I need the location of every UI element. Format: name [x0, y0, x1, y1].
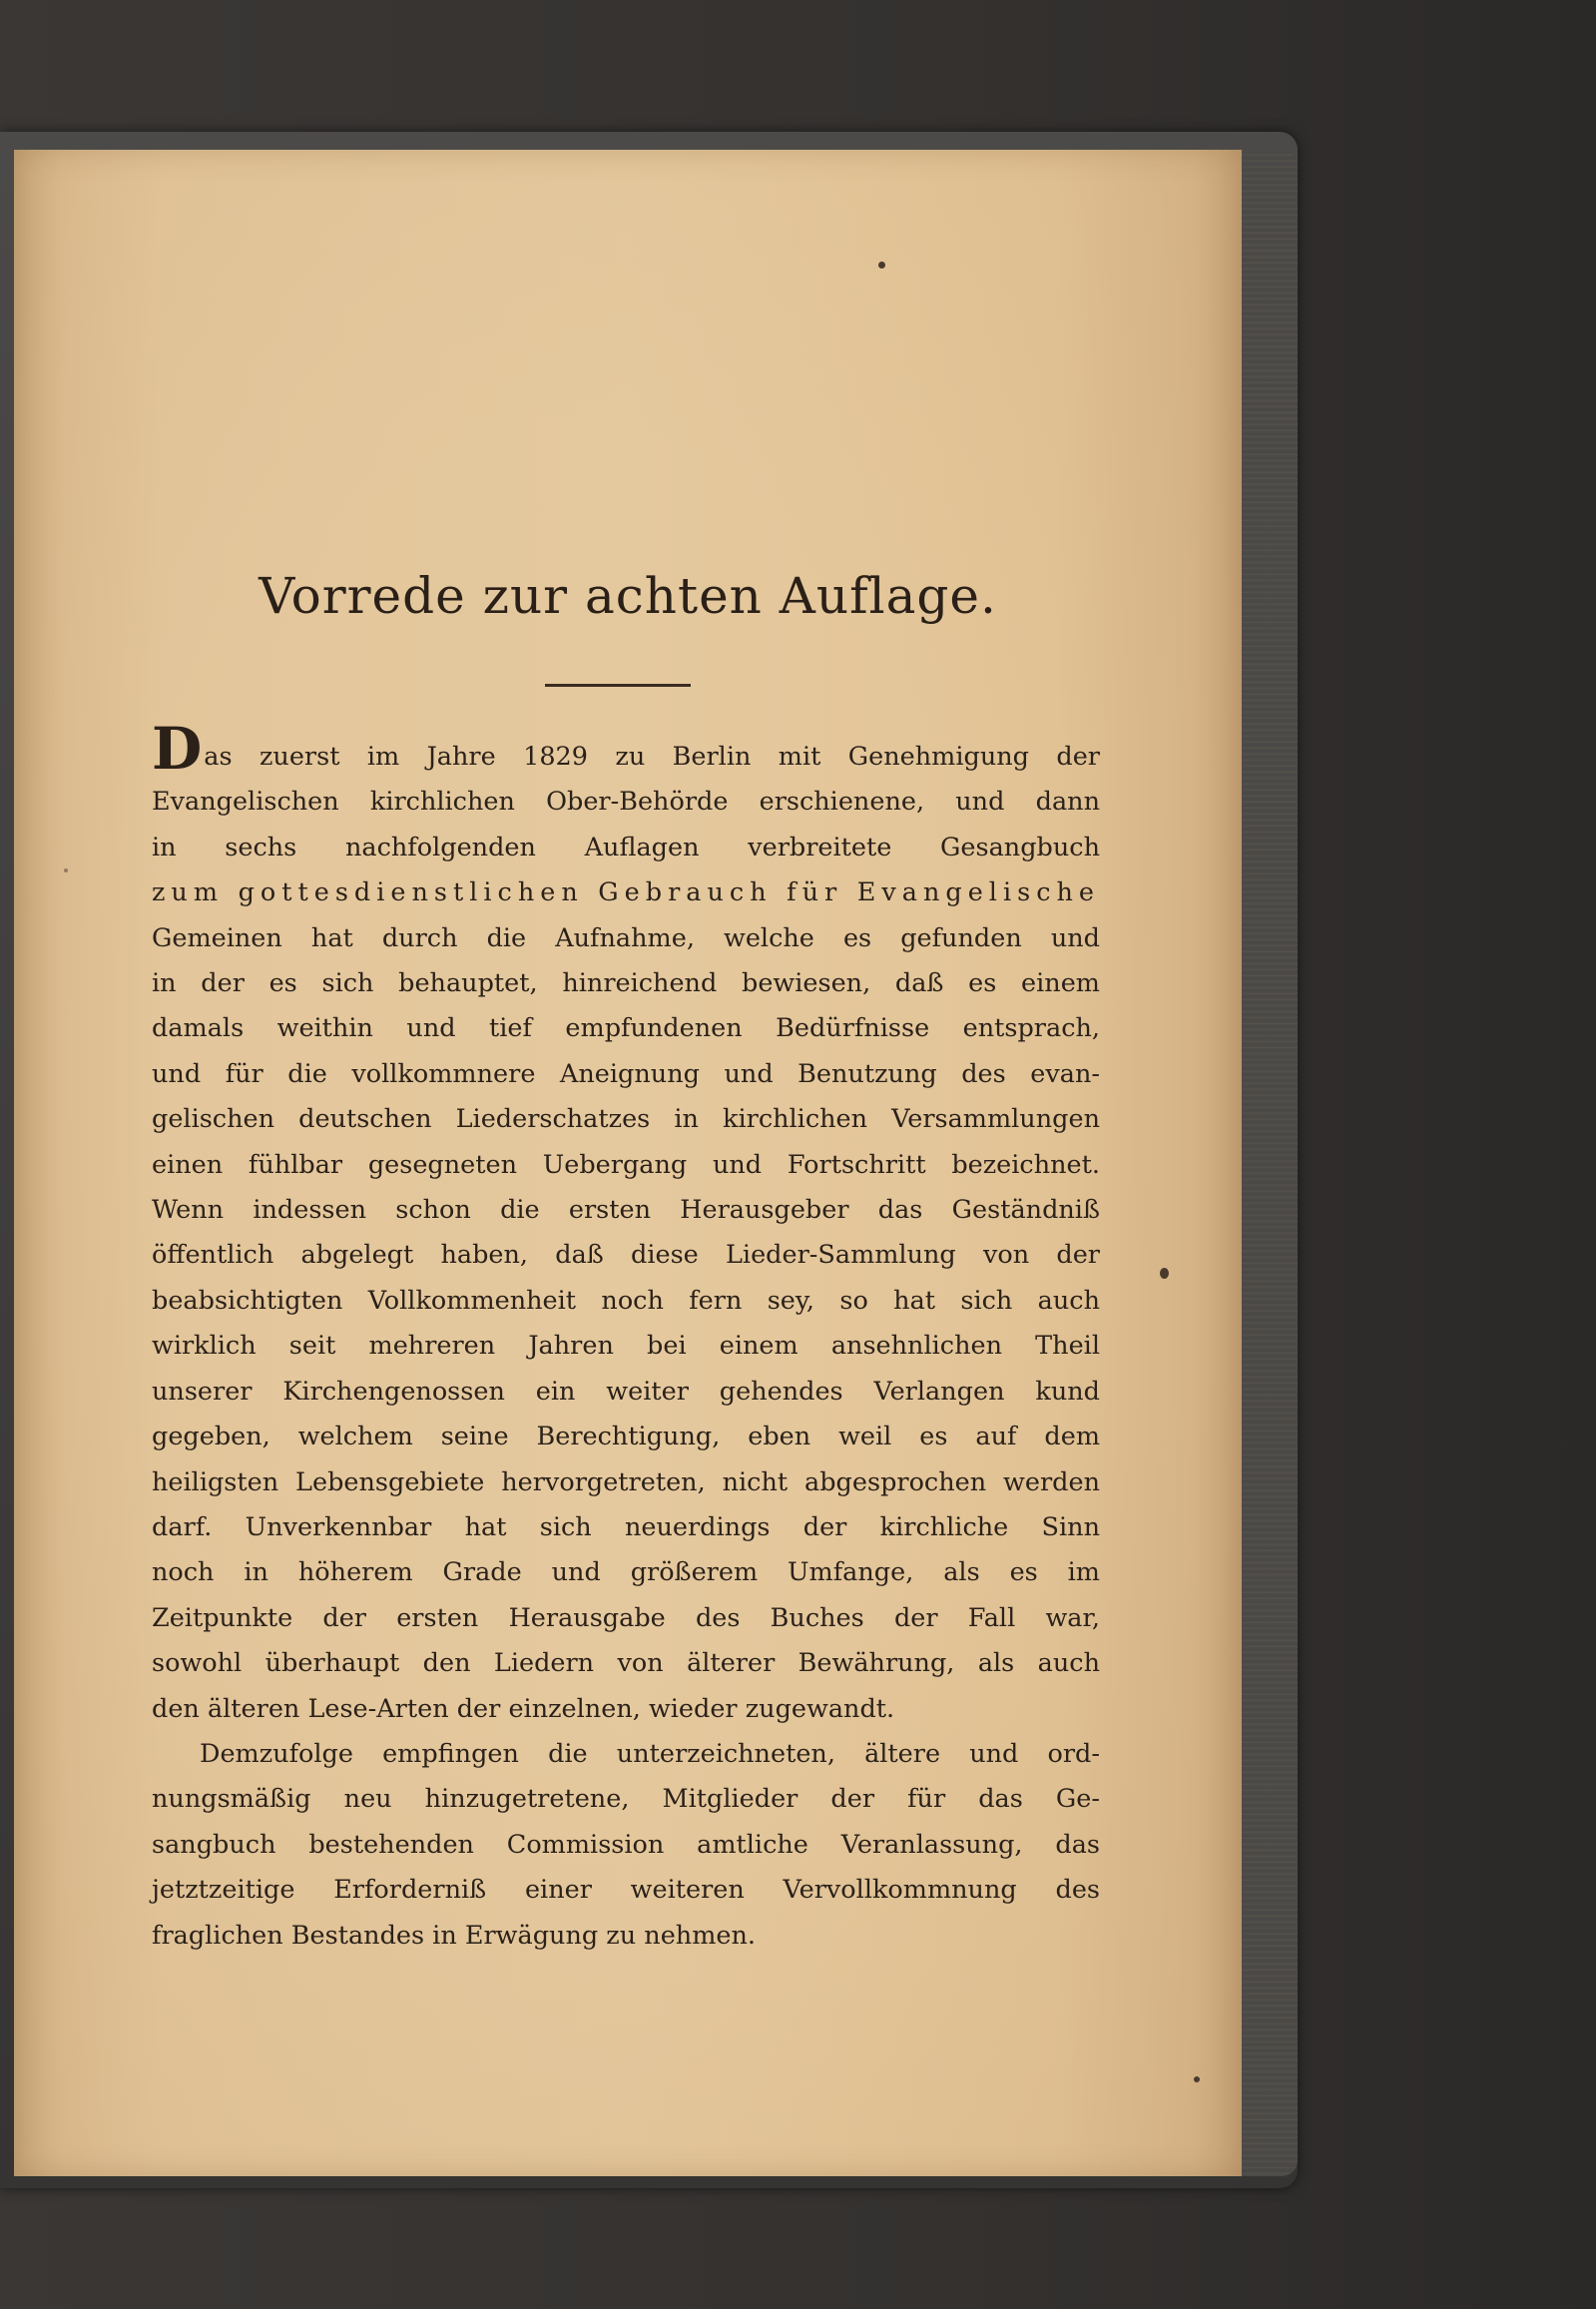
page-title: Vorrede zur achten Auflage.	[259, 567, 997, 625]
text-line: zum gottesdienstlichen Gebrauch für Evangelische	[152, 877, 1100, 908]
text-line: damals weithin und tief empfundenen Bedürfnisse entsprach,	[152, 1013, 1100, 1044]
paper-speck	[1160, 1268, 1169, 1279]
text-line: einen fühlbar gesegneten Uebergang und Fortschritt bezeichnet.	[152, 1149, 1100, 1180]
text-line: fraglichen Bestandes in Erwägung zu nehmen.	[152, 1920, 757, 1951]
body-text	[152, 715, 1100, 1959]
paper-speck	[1194, 2076, 1200, 2082]
text-line: in sechs nachfolgenden Auflagen verbreitete Gesangbuch	[152, 832, 1100, 863]
text-line: Gemeinen hat durch die Aufnahme, welche es gefunden und	[152, 922, 1100, 953]
text-line: den älteren Lese-Arten der einzelnen, wieder zugewandt.	[152, 1693, 895, 1724]
paragraph-2	[152, 1732, 1100, 1959]
text-line: beabsichtigten Vollkommenheit noch fern sey, so hat sich auch	[152, 1285, 1100, 1316]
text-line: Wenn indessen schon die ersten Herausgeber das Geständniß	[152, 1195, 1100, 1226]
text-line: nungsmäßig neu hinzugetretene, Mitglieder der für das Ge-	[152, 1784, 1100, 1815]
text-line: sowohl überhaupt den Liedern von älterer Bewährung, als auch	[152, 1648, 1100, 1679]
text-line: und für die vollkommnere Aneignung und Benutzung des evan-	[152, 1058, 1100, 1089]
text-line: in der es sich behauptet, hinreichend bewiesen, daß es einem	[152, 968, 1100, 999]
text-line: Evangelischen kirchlichen Ober-Behörde erschienene, und dann	[152, 787, 1100, 818]
book-page	[14, 150, 1242, 2176]
paper-speck	[878, 262, 885, 269]
text-line: gegeben, welchem seine Berechtigung, eben weil es auf dem	[152, 1422, 1100, 1452]
text-line: Das zuerst im Jahre 1829 zu Berlin mit Genehmigung der	[152, 715, 1100, 783]
paragraph-1	[152, 715, 1100, 1732]
text-line: gelischen deutschen Liederschatzes in kirchlichen Versammlungen	[152, 1104, 1100, 1135]
text-line: heiligsten Lebensgebiete hervorgetreten, nicht abgesprochen werden	[152, 1466, 1100, 1497]
text-line: unserer Kirchengenossen ein weiter gehendes Verlangen kund	[152, 1376, 1100, 1407]
drop-cap: D	[152, 715, 203, 783]
text-line: Zeitpunkte der ersten Herausgabe des Buches der Fall war,	[152, 1602, 1100, 1633]
text-line: sangbuch bestehenden Commission amtliche Veranlassung, das	[152, 1829, 1100, 1860]
text-line: wirklich seit mehreren Jahren bei einem ansehnlichen Theil	[152, 1331, 1100, 1362]
text-line: öffentlich abgelegt haben, daß diese Lieder-Sammlung von der	[152, 1240, 1100, 1271]
text-line: Demzufolge empfingen die unterzeichneten, ältere und ord-	[200, 1738, 1100, 1769]
text-line: noch in höherem Grade und größerem Umfange, als es im	[152, 1557, 1100, 1588]
text-line: darf. Unverkennbar hat sich neuerdings der kirchliche Sinn	[152, 1511, 1100, 1542]
paper-speck	[64, 868, 68, 872]
title-rule	[545, 684, 691, 687]
text-line: jetztzeitige Erforderniß einer weiteren Vervollkommnung des	[152, 1875, 1100, 1906]
